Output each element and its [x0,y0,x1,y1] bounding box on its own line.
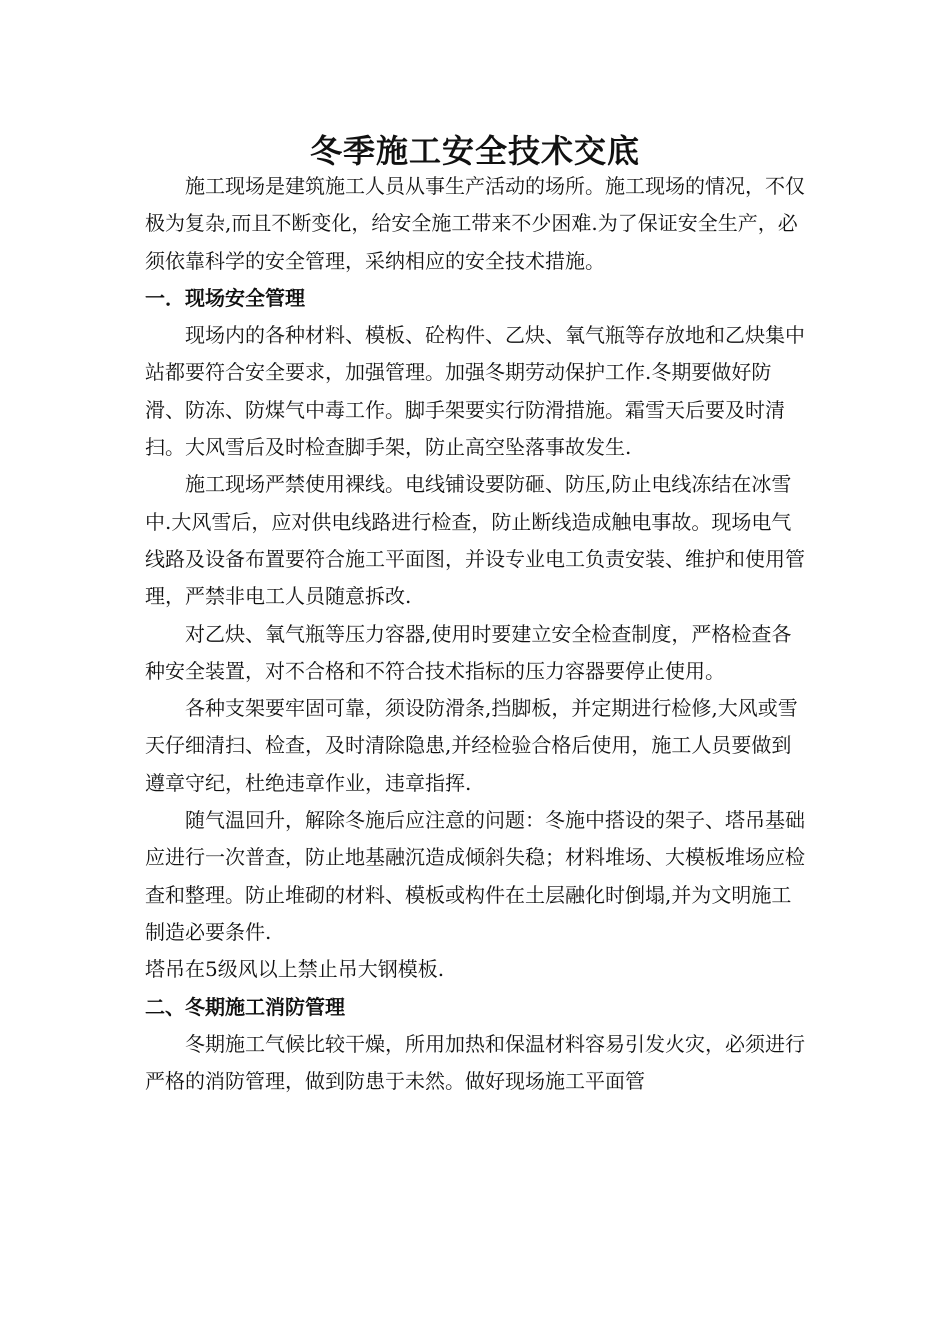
document-body [145,168,805,1100]
paragraph-thaw-period: 随气温回升，解除冬施后应注意的问题：冬施中搭设的架子、塔吊基础应进行一次普查，防止地基融沉造成倾斜失稳；材料堆场、大模板堆场应检查和整理。防止堆砌的材料、模板或构件在土层融化时倒塌,并为文明施工制造必要条件. [145,808,805,944]
paragraph-electrical-safety: 施工现场严禁使用裸线。电线铺设要防砸、防压,防止电线冻结在冰雪中.大风雪后，应对供电线路进行检查，防止断线造成触电事故。现场电气线路及设备布置要符合施工平面图，并设专业电工负责安装、维护和使用管理，严禁非电工人员随意拆改. [145,472,805,609]
paragraph-crane-wind-limit: 塔吊在5级风以上禁止吊大钢模板. [145,957,445,982]
section-heading-site-safety: 一．现场安全管理 [145,285,305,310]
section-heading-fire-management: 二、冬期施工消防管理 [145,994,345,1019]
paragraph-fire-prevention: 冬期施工气候比较干燥，所用加热和保温材料容易引发火灾，必须进行严格的消防管理，做到防患于未然。做好现场施工平面管 [145,1031,805,1094]
intro-paragraph: 施工现场是建筑施工人员从事生产活动的场所。施工现场的情况，不仅极为复杂,而且不断变化，给安全施工带来不少困难.为了保证安全生产，必须依靠科学的安全管理，采纳相应的安全技术措施。 [145,174,805,273]
paragraph-pressure-vessels: 对乙炔、氧气瓶等压力容器,使用时要建立安全检查制度，严格检查各种安全装置，对不合格和不符合技术指标的压力容器要停止使用。 [145,621,792,683]
document-title: 冬季施工安全技术交底 [309,132,640,170]
paragraph-scaffold-inspection: 各种支架要牢固可靠，须设防滑条,挡脚板，并定期进行检修,大风或雪天仔细清扫、检查，及时清除隐患,并经检验合格后使用，施工人员要做到遵章守纪，杜绝违章作业，违章指挥. [145,696,798,795]
paragraph-materials-storage: 现场内的各种材料、模板、砼构件、乙炔、氧气瓶等存放地和乙炔集中站都要符合安全要求，加强管理。加强冬期劳动保护工作.冬期要做好防滑、防冻、防煤气中毒工作。脚手架要实行防滑措施。霜雪天后要及时清扫。大风雪后及时检查脚手架，防止高空坠落事故发生. [145,323,805,460]
